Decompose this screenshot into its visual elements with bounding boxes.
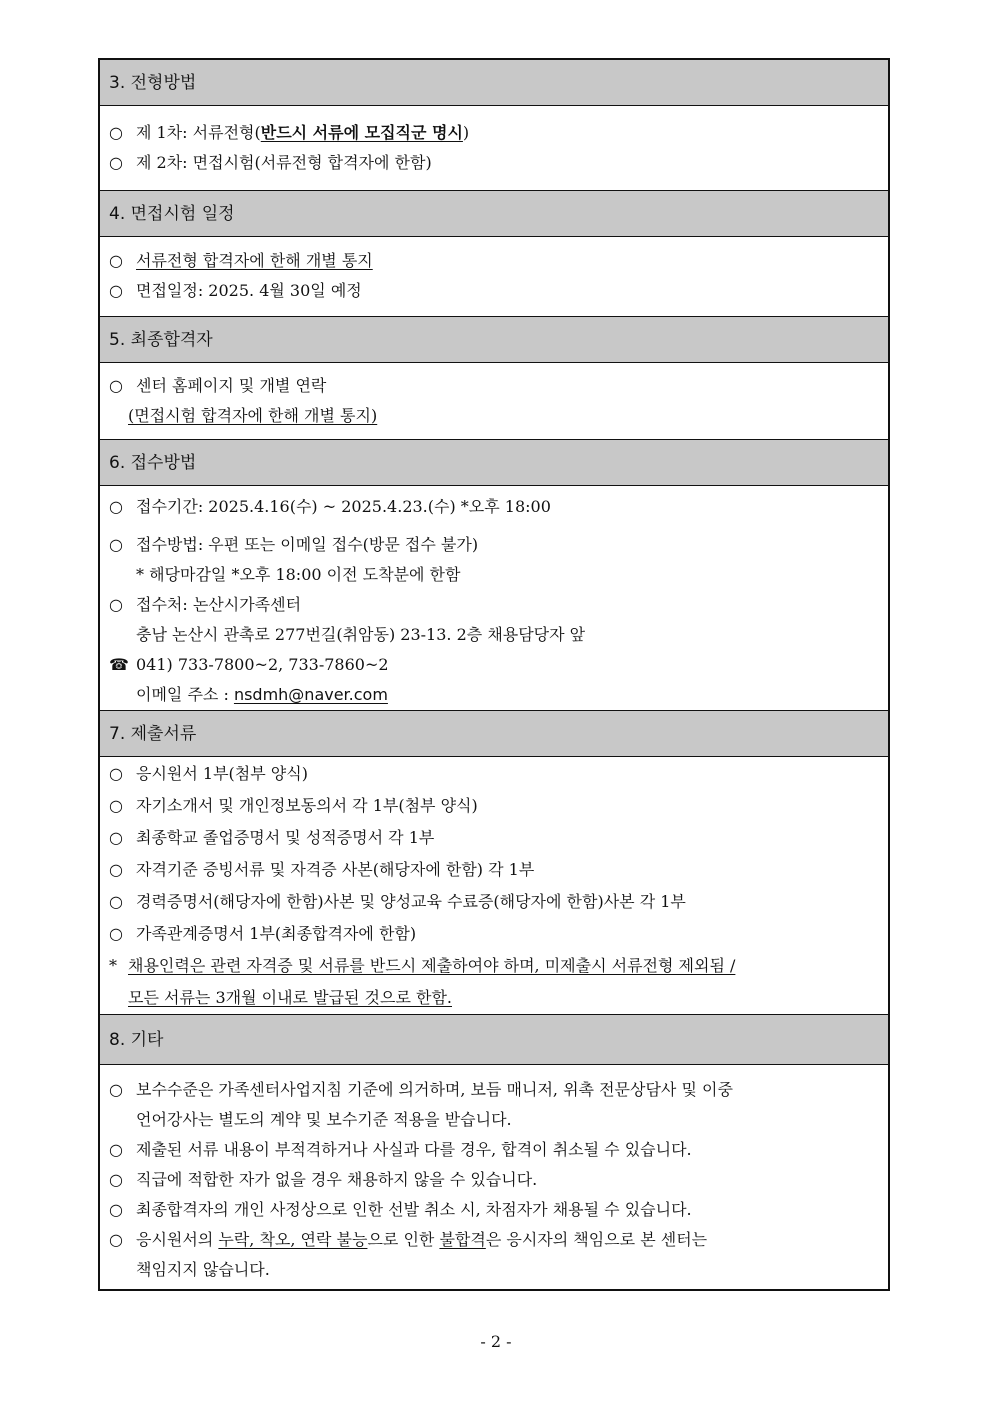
list-item: ○ 응시원서의 누락, 착오, 연락 불능으로 인한 불합격은 응시자의 책임으로 본 센터는: [109, 1225, 879, 1255]
circle-bullet-icon: ○: [109, 764, 123, 783]
list-item: ○ 제출된 서류 내용이 부적격하거나 사실과 다를 경우, 합격이 취소될 수 있습니다.: [109, 1135, 879, 1165]
list-item: 책임지지 않습니다.: [136, 1260, 270, 1279]
circle-bullet-icon: ○: [109, 1200, 123, 1219]
list-item: ○ 가족관계증명서 1부(최종합격자에 한함): [109, 918, 879, 950]
section-7-body: [100, 757, 888, 1015]
list-item: ○ 자격기준 증빙서류 및 자격증 사본(해당자에 한함) 각 1부: [109, 854, 879, 886]
list-item: * 해당마감일 *오후 18:00 이전 도착분에 한함: [136, 565, 461, 584]
list-item: ○ 제 2차: 면접시험(서류전형 합격자에 한함): [109, 148, 879, 178]
list-item: 이메일 주소 : nsdmh@naver.com: [136, 685, 388, 704]
section-6-heading: 6. 접수방법: [100, 440, 888, 486]
circle-bullet-icon: ○: [109, 497, 123, 516]
emphasis-text: 반드시 서류에 모집직군 명시: [260, 123, 463, 142]
list-item: ○ 직급에 적합한 자가 없을 경우 채용하지 않을 수 있습니다.: [109, 1165, 879, 1195]
section-8-heading: 8. 기타: [100, 1015, 888, 1065]
list-item: ○ 최종학교 졸업증명서 및 성적증명서 각 1부: [109, 822, 879, 854]
note: 모든 서류는 3개월 이내로 발급된 것으로 한함.: [128, 988, 452, 1007]
list-item: ○ 접수기간: 2025.4.16(수) ~ 2025.4.23.(수) *오후 18:00: [109, 492, 879, 530]
section-8-body: [100, 1065, 888, 1289]
section-7-heading: 7. 제출서류: [100, 711, 888, 757]
circle-bullet-icon: ○: [109, 251, 123, 270]
circle-bullet-icon: ○: [109, 828, 123, 847]
circle-bullet-icon: ○: [109, 535, 123, 554]
list-item: ○ 보수수준은 가족센터사업지침 기준에 의거하며, 보듬 매니저, 위촉 전문상담사 및 이중: [109, 1075, 879, 1105]
circle-bullet-icon: ○: [109, 1170, 123, 1189]
list-item: ○ 센터 홈페이지 및 개별 연락: [109, 371, 879, 401]
circle-bullet-icon: ○: [109, 376, 123, 395]
circle-bullet-icon: ○: [109, 796, 123, 815]
circle-bullet-icon: ○: [109, 281, 123, 300]
list-item: 언어강사는 별도의 계약 및 보수기준 적용을 받습니다.: [136, 1110, 512, 1129]
section-4-body: [100, 237, 888, 317]
circle-bullet-icon: ○: [109, 892, 123, 911]
list-item: (면접시험 합격자에 한해 개별 통지): [128, 406, 378, 425]
section-3-heading: 3. 전형방법: [100, 60, 888, 106]
circle-bullet-icon: ○: [109, 153, 123, 172]
section-5-heading: 5. 최종합격자: [100, 317, 888, 363]
list-item: 충남 논산시 관촉로 277번길(취암동) 23-13. 2층 채용담당자 앞: [136, 625, 586, 644]
page-number: - 2 -: [480, 1332, 512, 1351]
list-item: ○ 경력증명서(해당자에 한함)사본 및 양성교육 수료증(해당자에 한함)사본 각 1부: [109, 886, 879, 918]
asterisk-marker: *: [109, 956, 117, 975]
list-item: ○ 접수처: 논산시가족센터: [109, 590, 879, 620]
section-5-body: [100, 363, 888, 440]
phone-number: 041) 733-7800~2, 733-7860~2: [136, 655, 389, 674]
list-item: ○ 접수방법: 우편 또는 이메일 접수(방문 접수 불가): [109, 530, 879, 560]
list-item: ○ 서류전형 합격자에 한해 개별 통지: [109, 246, 879, 276]
circle-bullet-icon: ○: [109, 1080, 123, 1099]
circle-bullet-icon: ○: [109, 1140, 123, 1159]
list-item: ○ 최종합격자의 개인 사정상으로 인한 선발 취소 시, 차점자가 채용될 수 있습니다.: [109, 1195, 879, 1225]
email-link[interactable]: nsdmh@naver.com: [233, 685, 388, 704]
circle-bullet-icon: ○: [109, 860, 123, 879]
circle-bullet-icon: ○: [109, 1230, 123, 1249]
section-4-heading: 4. 면접시험 일정: [100, 191, 888, 237]
list-item: ○ 제 1차: 서류전형(반드시 서류에 모집직군 명시): [109, 118, 879, 148]
section-6-body: [100, 486, 888, 711]
list-item: [109, 650, 879, 680]
section-3-body: [100, 106, 888, 191]
circle-bullet-icon: ○: [109, 123, 123, 142]
circle-bullet-icon: ○: [109, 595, 123, 614]
notice-table: [98, 58, 890, 1291]
list-item: ○ 자기소개서 및 개인정보동의서 각 1부(첨부 양식): [109, 790, 879, 822]
list-item: ○ 응시원서 1부(첨부 양식): [109, 758, 879, 790]
phone-icon: ☎: [109, 655, 129, 674]
circle-bullet-icon: ○: [109, 924, 123, 943]
note: * 채용인력은 관련 자격증 및 서류를 반드시 제출하여야 하며, 미제출시 서류전형 제외됨 /: [109, 950, 879, 982]
list-item: ○ 면접일정: 2025. 4월 30일 예정: [109, 276, 879, 306]
